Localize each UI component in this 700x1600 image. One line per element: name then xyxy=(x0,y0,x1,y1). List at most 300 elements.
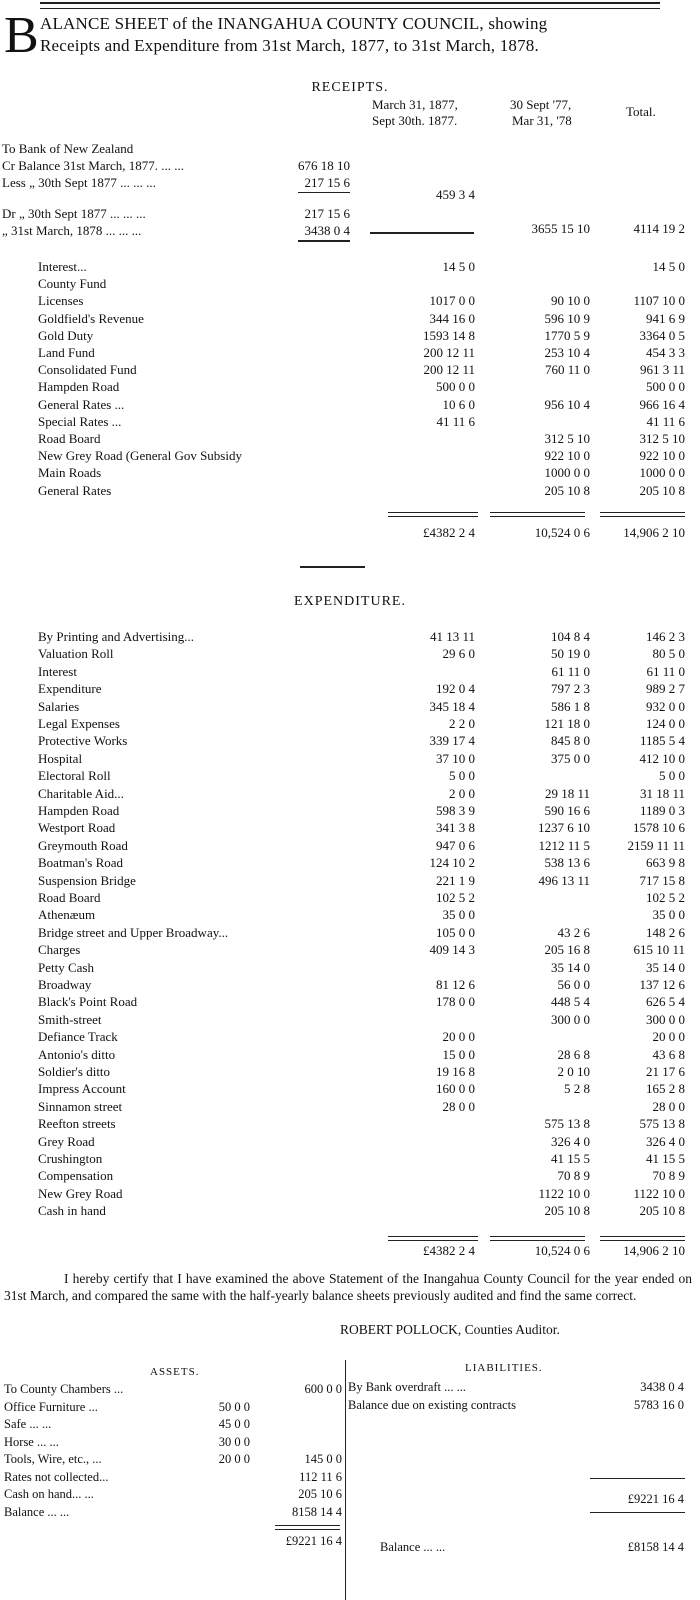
expense-label: Greymouth Road xyxy=(38,837,128,853)
expense-c1: 341 3 8 xyxy=(436,820,475,836)
expense-c2: 56 0 0 xyxy=(557,977,590,992)
expense-c1: 105 0 0 xyxy=(436,924,475,940)
expense-c2: 1212 11 5 xyxy=(538,837,590,853)
receipt-row xyxy=(0,378,700,396)
bank-net-row xyxy=(0,186,700,204)
expense-c1: 41 13 11 xyxy=(429,629,475,644)
expense-c2: 61 11 0 xyxy=(551,663,590,679)
expense-c3: 80 5 0 xyxy=(652,646,685,662)
expense-c2: 590 16 6 xyxy=(544,803,590,818)
asset-sub: 20 0 0 xyxy=(218,1452,250,1466)
bank-amount: 217 15 6 xyxy=(304,206,350,221)
expense-c3: 5 0 0 xyxy=(659,768,685,784)
expense-label: Smith-street xyxy=(38,1011,102,1027)
expense-c1: 178 0 0 xyxy=(436,994,475,1010)
receipt-label: County Fund xyxy=(38,276,107,292)
expense-c2: 205 16 8 xyxy=(544,942,590,958)
receipt-c3: 961 3 11 xyxy=(639,362,685,378)
receipt-c3: 41 11 6 xyxy=(646,413,685,429)
expense-label: Cash in hand xyxy=(38,1203,106,1219)
expense-c3: 615 10 11 xyxy=(633,942,685,958)
expense-c1: 19 16 8 xyxy=(436,1064,475,1079)
expense-label: Athenæum xyxy=(38,907,96,923)
expense-row xyxy=(0,1115,700,1133)
receipt-total-c2: 10,524 0 6 xyxy=(534,525,590,540)
expense-c1: 2 2 0 xyxy=(449,716,475,731)
receipt-c2: 922 10 0 xyxy=(544,448,590,464)
liability-rule xyxy=(590,1478,685,1479)
expense-c3: 989 2 7 xyxy=(646,681,685,697)
expense-row xyxy=(0,1185,700,1203)
expense-row xyxy=(0,941,700,959)
expense-c3: 124 0 0 xyxy=(646,716,685,731)
expense-label: Black's Point Road xyxy=(38,994,138,1010)
asset-row xyxy=(0,1415,700,1433)
bank-amount: 217 15 6 xyxy=(304,175,350,190)
expense-row xyxy=(0,732,700,750)
asset-amount: 8158 14 4 xyxy=(292,1504,342,1519)
bank-label: „ 31st March, 1878 ... ... ... xyxy=(2,223,142,238)
expense-c1: 28 0 0 xyxy=(442,1098,475,1114)
asset-rule xyxy=(275,1525,340,1526)
expense-row xyxy=(0,628,700,646)
receipt-c2: 1770 5 9 xyxy=(544,327,590,343)
receipt-c3: 1000 0 0 xyxy=(639,465,685,481)
receipt-c1: 200 12 11 xyxy=(423,362,475,378)
expense-c1: 160 0 0 xyxy=(436,1081,475,1097)
expense-c3: 2159 11 11 xyxy=(627,837,685,853)
receipt-row xyxy=(0,258,700,276)
expense-c3: 717 15 8 xyxy=(639,872,685,888)
expense-label: Expenditure xyxy=(38,681,102,697)
expense-label: Defiance Track xyxy=(38,1029,118,1045)
expense-row xyxy=(0,1150,700,1168)
total-rule xyxy=(600,516,685,517)
receipt-c1: 14 5 0 xyxy=(442,259,475,274)
bank-net: 459 3 4 xyxy=(436,187,475,202)
expense-row xyxy=(0,924,700,942)
expense-c3: 1185 5 4 xyxy=(639,733,685,749)
receipt-total-c3: 14,906 2 10 xyxy=(623,525,685,540)
header-line-1: ALANCE SHEET of the INANGAHUA COUNTY COUNCIL, showing xyxy=(40,14,548,33)
expense-c2: 41 15 5 xyxy=(551,1151,590,1166)
receipt-c1: 41 11 6 xyxy=(436,413,475,429)
expense-c1: 20 0 0 xyxy=(442,1029,475,1045)
expense-row xyxy=(0,698,700,716)
expense-c1: 409 14 3 xyxy=(429,942,475,958)
expense-c1: 339 17 4 xyxy=(429,733,475,749)
expense-label: Crushington xyxy=(38,1151,103,1166)
receipt-c2: 205 10 8 xyxy=(544,482,590,498)
expense-c3: 41 15 5 xyxy=(646,1151,685,1166)
bank-amount: 676 18 10 xyxy=(298,158,350,173)
liability-label: Balance due on existing contracts xyxy=(348,1398,516,1412)
asset-sub: 50 0 0 xyxy=(218,1399,250,1414)
receipt-label: General Rates xyxy=(38,482,112,498)
expense-label: Antonio's ditto xyxy=(38,1046,116,1062)
asset-amount: 600 0 0 xyxy=(304,1382,342,1396)
expense-c1: 37 10 0 xyxy=(436,750,475,766)
liability-row xyxy=(0,1378,700,1396)
balance-amount: £8158 14 4 xyxy=(627,1540,684,1554)
asset-label: Rates not collected... xyxy=(4,1469,109,1484)
expense-c1: 598 3 9 xyxy=(436,803,475,818)
expense-row xyxy=(0,889,700,907)
asset-label: Office Furniture ... xyxy=(4,1399,98,1414)
expense-label: Road Board xyxy=(38,890,101,905)
expense-c2: 575 13 8 xyxy=(544,1116,590,1132)
receipt-c1: 344 16 0 xyxy=(429,310,475,326)
expense-c1: 5 0 0 xyxy=(449,768,475,784)
expense-row xyxy=(0,785,700,803)
col2-head-a: 30 Sept '77, xyxy=(510,97,572,112)
expense-c2: 2 0 10 xyxy=(557,1064,590,1079)
expense-c3: 412 10 0 xyxy=(639,750,685,766)
total-rule xyxy=(490,516,585,517)
expense-c2: 50 19 0 xyxy=(551,646,590,662)
expense-c3: 1122 10 0 xyxy=(633,1185,685,1201)
expense-c2: 538 13 6 xyxy=(544,855,590,871)
expense-c3: 137 12 6 xyxy=(639,977,685,992)
receipt-c2: 760 11 0 xyxy=(544,362,590,378)
expense-total-c2: 10,524 0 6 xyxy=(534,1243,590,1258)
expense-c2: 35 14 0 xyxy=(551,959,590,975)
expense-c2: 1237 6 10 xyxy=(538,820,590,836)
expense-row xyxy=(0,1098,700,1116)
receipt-label: New Grey Road (General Gov Subsidy xyxy=(38,448,242,464)
expense-row xyxy=(0,1080,700,1098)
receipt-c2: 312 5 10 xyxy=(544,431,590,446)
expense-row xyxy=(0,802,700,820)
expense-c1: 124 10 2 xyxy=(429,855,475,871)
asset-sub: 45 0 0 xyxy=(218,1417,250,1431)
expense-c1: 29 6 0 xyxy=(442,646,475,662)
asset-row xyxy=(0,1433,700,1451)
expense-label: Charges xyxy=(38,942,81,958)
bank-total: 4114 19 2 xyxy=(633,221,685,236)
expense-label: Bridge street and Upper Broadway... xyxy=(38,924,229,940)
bank-rule xyxy=(370,232,474,234)
expense-c2: 70 8 9 xyxy=(557,1168,590,1184)
expense-c3: 1189 0 3 xyxy=(639,803,685,818)
expense-row xyxy=(0,680,700,698)
liabilities-total: £9221 16 4 xyxy=(627,1492,684,1506)
expense-row xyxy=(0,854,700,872)
receipt-c1: 1593 14 8 xyxy=(423,327,475,343)
expense-label: Broadway xyxy=(38,977,92,992)
total-rule xyxy=(388,512,478,513)
bank-label: Cr Balance 31st March, 1877. ... ... xyxy=(2,158,184,173)
expense-c3: 35 0 0 xyxy=(652,907,685,923)
receipt-c3: 1107 10 0 xyxy=(633,293,685,309)
expense-label: Impress Account xyxy=(38,1081,126,1097)
expense-label: Charitable Aid... xyxy=(38,785,124,801)
receipt-c3: 205 10 8 xyxy=(639,482,685,498)
expense-c1: 15 0 0 xyxy=(442,1046,475,1062)
expense-row xyxy=(0,1202,700,1220)
bank-summary-row xyxy=(0,220,700,238)
expense-c2: 375 0 0 xyxy=(551,750,590,766)
asset-label: Cash on hand... ... xyxy=(4,1487,94,1501)
bank-amount: 3438 0 4 xyxy=(304,223,350,238)
expense-c3: 932 0 0 xyxy=(646,698,685,714)
expense-c2: 845 8 0 xyxy=(551,733,590,749)
expense-row xyxy=(0,819,700,837)
receipt-c3: 922 10 0 xyxy=(639,448,685,464)
expense-label: New Grey Road xyxy=(38,1185,123,1201)
expense-c1: 192 0 4 xyxy=(436,681,475,697)
bank-rule xyxy=(298,240,350,242)
expense-label: Petty Cash xyxy=(38,959,94,975)
expense-label: Interest xyxy=(38,663,77,679)
receipt-row xyxy=(0,464,700,482)
total-rule xyxy=(490,1236,585,1237)
receipt-label: Gold Duty xyxy=(38,327,94,343)
expense-label: Hampden Road xyxy=(38,803,120,818)
expense-c1: 102 5 2 xyxy=(436,890,475,905)
asset-label: Tools, Wire, etc., ... xyxy=(4,1452,102,1466)
asset-label: To County Chambers ... xyxy=(4,1382,124,1396)
receipt-c3: 312 5 10 xyxy=(639,431,685,446)
expense-c3: 28 0 0 xyxy=(652,1098,685,1114)
expense-label: Electoral Roll xyxy=(38,768,111,784)
expense-row xyxy=(0,645,700,663)
bank-row xyxy=(0,157,700,175)
expense-c3: 626 5 4 xyxy=(646,994,685,1010)
col3-head: Total. xyxy=(626,104,656,119)
section-divider xyxy=(300,566,365,568)
receipt-row xyxy=(0,413,700,431)
asset-amount: 145 0 0 xyxy=(304,1452,342,1466)
expense-c2: 28 6 8 xyxy=(557,1046,590,1062)
expense-label: Soldier's ditto xyxy=(38,1064,111,1079)
expense-label: Compensation xyxy=(38,1168,114,1184)
expense-c2: 797 2 3 xyxy=(551,681,590,697)
col1-head-b: Sept 30th. 1877. xyxy=(372,113,458,128)
expense-c2: 496 13 11 xyxy=(538,872,590,888)
expense-c2: 300 0 0 xyxy=(551,1011,590,1027)
expense-row xyxy=(0,715,700,733)
receipt-c1: 1017 0 0 xyxy=(429,293,475,309)
expense-total-c1: £4382 2 4 xyxy=(423,1243,475,1258)
expense-row xyxy=(0,1028,700,1046)
receipt-c3: 3364 0 5 xyxy=(639,327,685,343)
liabilities-total-row xyxy=(0,1490,700,1508)
expense-c3: 205 10 8 xyxy=(639,1203,685,1219)
expense-c2: 205 10 8 xyxy=(544,1203,590,1219)
expense-c3: 663 9 8 xyxy=(646,855,685,871)
expense-label: Salaries xyxy=(38,698,80,714)
header-line-2: Receipts and Expenditure from 31st March, 1877, to 31st March, 1878. xyxy=(40,36,539,55)
total-rule xyxy=(388,1240,478,1241)
receipt-row xyxy=(0,292,700,310)
expense-label: Suspension Bridge xyxy=(38,872,136,888)
receipt-c2: 596 10 9 xyxy=(544,310,590,326)
receipt-label: Consolidated Fund xyxy=(38,362,137,378)
expense-label: Grey Road xyxy=(38,1133,95,1149)
expense-c3: 20 0 0 xyxy=(652,1029,685,1045)
total-rule xyxy=(490,512,585,513)
bank-col2: 3655 15 10 xyxy=(531,221,590,236)
liability-row xyxy=(0,1396,700,1414)
expense-c3: 1578 10 6 xyxy=(633,820,685,836)
asset-amount: 205 10 6 xyxy=(298,1487,342,1501)
expense-c3: 326 4 0 xyxy=(646,1133,685,1149)
asset-amount: 112 11 6 xyxy=(299,1469,342,1484)
expense-row xyxy=(0,663,700,681)
receipt-label: Goldfield's Revenue xyxy=(38,310,144,326)
liability-rule xyxy=(590,1512,685,1513)
receipt-label: General Rates ... xyxy=(38,396,125,412)
expense-c2: 326 4 0 xyxy=(551,1133,590,1149)
asset-label: Safe ... ... xyxy=(4,1417,52,1431)
expense-c1: 2 0 0 xyxy=(449,785,475,801)
total-rule xyxy=(600,1240,685,1241)
receipt-total-row xyxy=(0,524,700,542)
receipt-c2: 90 10 0 xyxy=(551,293,590,309)
expense-c3: 43 6 8 xyxy=(652,1046,685,1062)
expense-row xyxy=(0,1063,700,1081)
receipt-row xyxy=(0,430,700,448)
expense-row xyxy=(0,1133,700,1151)
expense-row xyxy=(0,1167,700,1185)
expense-c2: 1122 10 0 xyxy=(538,1185,590,1201)
expense-label: Sinnamon street xyxy=(38,1098,123,1114)
total-rule xyxy=(600,1236,685,1237)
receipt-c3: 966 16 4 xyxy=(639,396,685,412)
col2-head-b: Mar 31, '78 xyxy=(512,113,572,128)
receipt-c1: 10 6 0 xyxy=(442,396,475,412)
expense-c3: 35 14 0 xyxy=(646,959,685,975)
expense-row xyxy=(0,993,700,1011)
expense-c1: 947 0 6 xyxy=(436,837,475,853)
receipt-c2: 253 10 4 xyxy=(544,345,590,360)
expense-c3: 300 0 0 xyxy=(646,1011,685,1027)
receipt-row xyxy=(0,344,700,362)
receipt-row xyxy=(0,447,700,465)
expense-row xyxy=(0,872,700,890)
receipt-label: Interest... xyxy=(38,259,87,274)
receipt-row xyxy=(0,361,700,379)
certificate-text: I hereby certify that I have examined the above Statement of the Inangahua County Council for the year ended on 31st March, and compared the same with the half-yearly balance sheets previously audited and find the same correct. xyxy=(4,1271,692,1303)
receipt-c3: 14 5 0 xyxy=(652,259,685,274)
receipt-c3: 941 6 9 xyxy=(646,310,685,326)
balance-label: Balance ... ... xyxy=(380,1540,446,1554)
receipt-c1: 500 0 0 xyxy=(436,379,475,395)
expense-row xyxy=(0,959,700,977)
receipt-row xyxy=(0,327,700,345)
expense-c2: 29 18 11 xyxy=(544,785,590,801)
total-rule xyxy=(388,516,478,517)
bank-label: Less „ 30th Sept 1877 ... ... ... xyxy=(2,175,156,190)
asset-sub: 30 0 0 xyxy=(218,1434,250,1449)
expense-c3: 146 2 3 xyxy=(646,629,685,644)
expense-c3: 575 13 8 xyxy=(639,1116,685,1132)
receipt-label: Hampden Road xyxy=(38,379,120,395)
receipt-c3: 454 3 3 xyxy=(646,345,685,360)
expense-label: Valuation Roll xyxy=(38,646,114,662)
expense-c3: 165 2 8 xyxy=(646,1081,685,1097)
expense-label: Legal Expenses xyxy=(38,716,120,731)
receipt-c2: 1000 0 0 xyxy=(544,465,590,481)
expense-c2: 5 2 8 xyxy=(564,1081,590,1097)
expense-label: Protective Works xyxy=(38,733,128,749)
expense-row xyxy=(0,837,700,855)
expenditure-title: EXPENDITURE. xyxy=(294,594,406,609)
balance-row xyxy=(0,1538,700,1556)
expense-total-c3: 14,906 2 10 xyxy=(623,1243,685,1258)
expense-c3: 61 11 0 xyxy=(646,663,685,679)
balance-sheet-page: B ALANCE SHEET of the INANGAHUA COUNTY COUNCIL, showing Receipts and Expenditure from 31st March, 1877, to 31st March, 1878. RECEIPTS. March 31, 1877, Sept 30th. 1877. 30 Sept '77, Mar 31, '78 Total. To Bank of New Zealand Cr Balance 31st March, 1877. ... ... 676 18 10 Less „ 30th Sept 1877 ... ... ... 217 15 6 Dr „ 30th Sept 1877 ... ... ... 217 15 6 „ 31st March, 1878 ... ... ... 3438 0 4 459 3 4 3655 15 10 4114 19 2 Interest... 14 5 0 14 5 0 County Fund Licenses 1017 0 0 90 10 0 1107 10 0 Goldfield's Revenue 344 16 0 596 10 9 941 6 9 Gold Duty 1593 14 8 1770 5 9 3364 0 5 Land Fund 200 12 11 253 10 4 454 3 3 Consolidated Fund 200 12 11 760 11 0 961 3 11 Hampden Road 500 0 0 500 0 0 General Rates ... 10 6 0 956 10 4 966 16 4 Special Rates ... 41 11 6 41 11 6 Road Board 312 5 10 312 5 10 New Grey Road (General Gov Subsidy 922 10 0 922 10 0 Main Roads 1000 0 0 1000 0 0 General Rates 205 10 8 205 10 8 £4382 2 4 10,524 0 6 14,906 2 10 EXPENDITURE. By Printing and Advertising... 41 13 11 104 8 4 146 2 3 Valuation Roll 29 6 0 50 19 0 80 5 0 Interest 61 11 0 61 11 0 Expenditure 192 0 4 797 2 3 989 2 7 Salaries 345 18 4 586 1 8 932 0 0 Legal Expenses 2 2 0 121 18 0 124 0 0 Protective Works 339 17 4 845 8 0 1185 5 4 Hospital 37 10 0 375 0 0 412 10 0 Electoral Roll 5 0 0 5 0 0 Charitable Aid... 2 0 0 29 18 11 31 18 11 Hampden Road 598 3 9 590 16 6 1189 0 3 Westport Road 341 3 8 1237 6 10 1578 10 6 Greymouth Road 947 0 6 1212 11 5 2159 11 11 Boatman's Road 124 10 2 538 13 6 663 9 8 Suspension Bridge 221 1 9 496 13 11 717 15 8 Road Board 102 5 2 102 5 2 Athenæum 35 0 0 35 0 0 Bridge street and Upper Broadway... 105 0 0 43 2 6 148 2 6 Charges 409 14 3 205 16 8 615 10 11 Petty Cash 35 14 0 35 14 0 Broadway 81 12 6 56 0 0 137 12 6 Black's Point Road 178 0 0 448 5 4 626 5 4 Smith-street 300 0 0 300 0 0 Defiance Track 20 0 0 20 0 0 Antonio's ditto 15 0 0 28 6 8 43 6 8 Soldier's ditto 19 16 8 2 0 10 21 17 6 Impress Account 160 0 0 5 2 8 165 2 8 Sinnamon street 28 0 0 28 0 0 Reefton streets 575 13 8 575 13 8 Grey Road 326 4 0 326 4 0 Crushington 41 15 5 41 15 5 Compensation 70 8 9 70 8 9 New Grey Road 1122 10 0 1122 10 0 Cash in hand 205 10 8 205 10 8 £4382 2 4 10,524 0 6 14,906 2 10 I hereby certify that I have examined the above Statement of the Inangahua County Council for the year ended on 31st March, and compared the same with the half-yearly balance sheets previously audited and find the same correct. ROBERT POLLOCK, Counties Auditor. ASSETS. LIABILITIES. To County Chambers ... 600 0 0 Office Furniture ... 50 0 0 Safe ... ... 45 0 0 Horse ... ... 30 0 0 Tools, Wire, etc., ... 20 0 0 145 0 0 Rates not collected... 112 11 6 Cash on hand... ... 205 10 6 Balance ... ... 8158 14 4 £9221 16 4 By Bank overdraft ... ... 3438 0 4 Balance due on existing contracts 5783 16 0 £9221 16 4 Balance ... ... £8158 14 4 xyxy=(0,0,700,1600)
top-rule xyxy=(40,2,660,9)
bank-rule xyxy=(298,192,350,193)
total-rule xyxy=(490,1240,585,1241)
bank-row xyxy=(0,140,700,158)
expense-row xyxy=(0,750,700,768)
auditor-signature: ROBERT POLLOCK, Counties Auditor. xyxy=(340,1322,560,1337)
assets-total: £9221 16 4 xyxy=(285,1534,342,1548)
liability-amount: 5783 16 0 xyxy=(634,1398,684,1412)
expense-c3: 102 5 2 xyxy=(646,890,685,905)
asset-label: Horse ... ... xyxy=(4,1434,59,1449)
asset-row xyxy=(0,1468,700,1486)
expense-c2: 121 18 0 xyxy=(544,716,590,731)
expense-label: Westport Road xyxy=(38,820,116,836)
receipt-row xyxy=(0,396,700,414)
dropcap: B xyxy=(4,7,39,64)
receipt-label: Road Board xyxy=(38,431,101,446)
expense-c1: 221 1 9 xyxy=(436,872,475,888)
expense-label: Reefton streets xyxy=(38,1116,116,1132)
receipt-c1: 200 12 11 xyxy=(423,345,475,360)
receipt-c2: 956 10 4 xyxy=(544,396,590,412)
expense-c3: 148 2 6 xyxy=(646,924,685,940)
bank-label: To Bank of New Zealand xyxy=(2,141,134,156)
receipt-row xyxy=(0,275,700,293)
receipt-c3: 500 0 0 xyxy=(646,379,685,395)
total-rule xyxy=(388,1236,478,1237)
asset-label: Balance ... ... xyxy=(4,1504,70,1519)
expense-c2: 43 2 6 xyxy=(557,924,590,940)
asset-rule xyxy=(275,1529,340,1530)
expense-c1: 35 0 0 xyxy=(442,907,475,923)
expense-row xyxy=(0,906,700,924)
expense-label: Hospital xyxy=(38,750,83,766)
receipt-row xyxy=(0,482,700,500)
total-rule xyxy=(600,512,685,513)
receipt-total-c1: £4382 2 4 xyxy=(423,525,475,540)
asset-row xyxy=(0,1450,700,1468)
expense-row xyxy=(0,1046,700,1064)
liability-label: By Bank overdraft ... ... xyxy=(348,1380,467,1394)
expense-row xyxy=(0,976,700,994)
receipt-label: Land Fund xyxy=(38,345,95,360)
expense-c3: 21 17 6 xyxy=(646,1064,685,1079)
receipt-label: Licenses xyxy=(38,293,84,309)
receipt-label: Main Roads xyxy=(38,465,102,481)
expense-c2: 448 5 4 xyxy=(551,994,590,1010)
expense-c3: 70 8 9 xyxy=(652,1168,685,1184)
expense-c3: 31 18 11 xyxy=(639,785,685,801)
expense-c2: 586 1 8 xyxy=(551,698,590,714)
bank-label: Dr „ 30th Sept 1877 ... ... ... xyxy=(2,206,146,221)
expense-row xyxy=(0,767,700,785)
expense-c1: 81 12 6 xyxy=(436,977,475,992)
expense-c2: 104 8 4 xyxy=(551,629,590,644)
expense-label: By Printing and Advertising... xyxy=(38,629,194,644)
liability-amount: 3438 0 4 xyxy=(640,1380,684,1394)
expense-total-row xyxy=(0,1242,700,1260)
